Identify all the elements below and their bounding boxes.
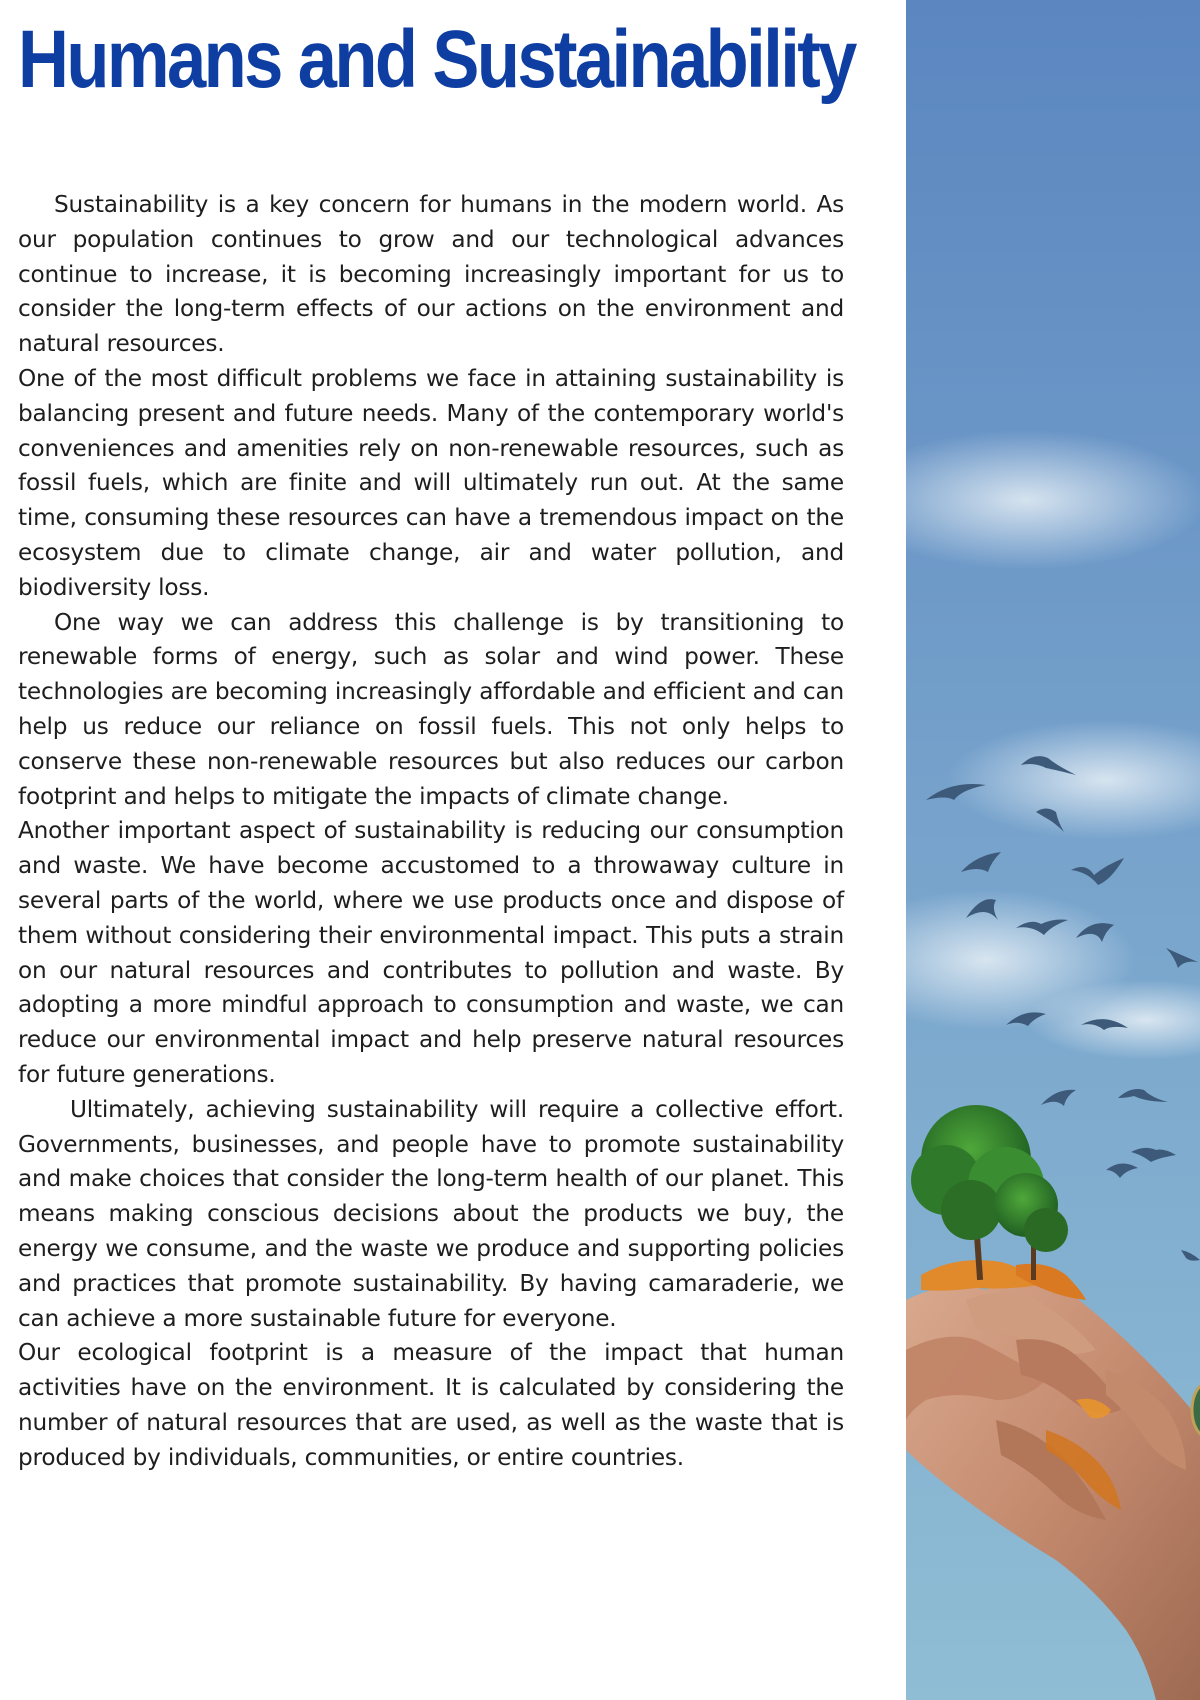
paragraph: Another important aspect of sustainability is reducing our consumption and waste. We have become accustomed to a throwaway culture in several parts of the world, where we use products once and dispose of them without considering their environmental impact. This puts a strain on our natural resources and contributes to pollution and waste. By adopting a more mindful approach to consumption and waste, we can reduce our environmental impact and help preserve natural resources for future generations. <box>18 817 844 1088</box>
page-title: Humans and Sustainability <box>18 14 855 105</box>
paragraph: Our ecological footprint is a measure of the impact that human activities have on the environment. It is calculated by considering the number of natural resources that are used, as well as the waste that is produced by individuals, communities, or entire countries. <box>18 1339 844 1471</box>
article-body <box>18 188 844 1475</box>
paragraph: Sustainability is a key concern for humans in the modern world. As our population continues to grow and our technological advances continue to increase, it is becoming increasingly important for us to consider the long-term effects of our actions on the environment and natural resources. <box>18 191 844 358</box>
hand-holding-trees-icon <box>906 0 1200 1700</box>
hand-holding-trees-illustration <box>906 0 1200 1700</box>
article <box>18 0 855 1475</box>
paragraph: One of the most difficult problems we face in attaining sustainability is balancing present and future needs. Many of the contemporary world's conveniences and amenities rely on non-renewable resources, such as fossil fuels, which are finite and will ultimately run out. At the same time, consuming these resources can have a tremendous impact on the ecosystem due to climate change, air and water pollution, and biodiversity loss. <box>18 364 844 601</box>
paragraph: One way we can address this challenge is by transitioning to renewable forms of energy, such as solar and wind power. These technologies are becoming increasingly affordable and efficient and can help us reduce our reliance on fossil fuels. This not only helps to conserve these non-renewable resources but also reduces our carbon footprint and helps to mitigate the impacts of climate change. <box>18 608 844 810</box>
paragraph: Ultimately, achieving sustainability will require a collective effort. Governments, businesses, and people have to promote sustainability and make choices that consider the long-term health of our planet. This means making conscious decisions about the products we buy, the energy we consume, and the waste we produce and supporting policies and practices that promote sustainability. By having camaraderie, we can achieve a more sustainable future for everyone. <box>18 1095 844 1332</box>
